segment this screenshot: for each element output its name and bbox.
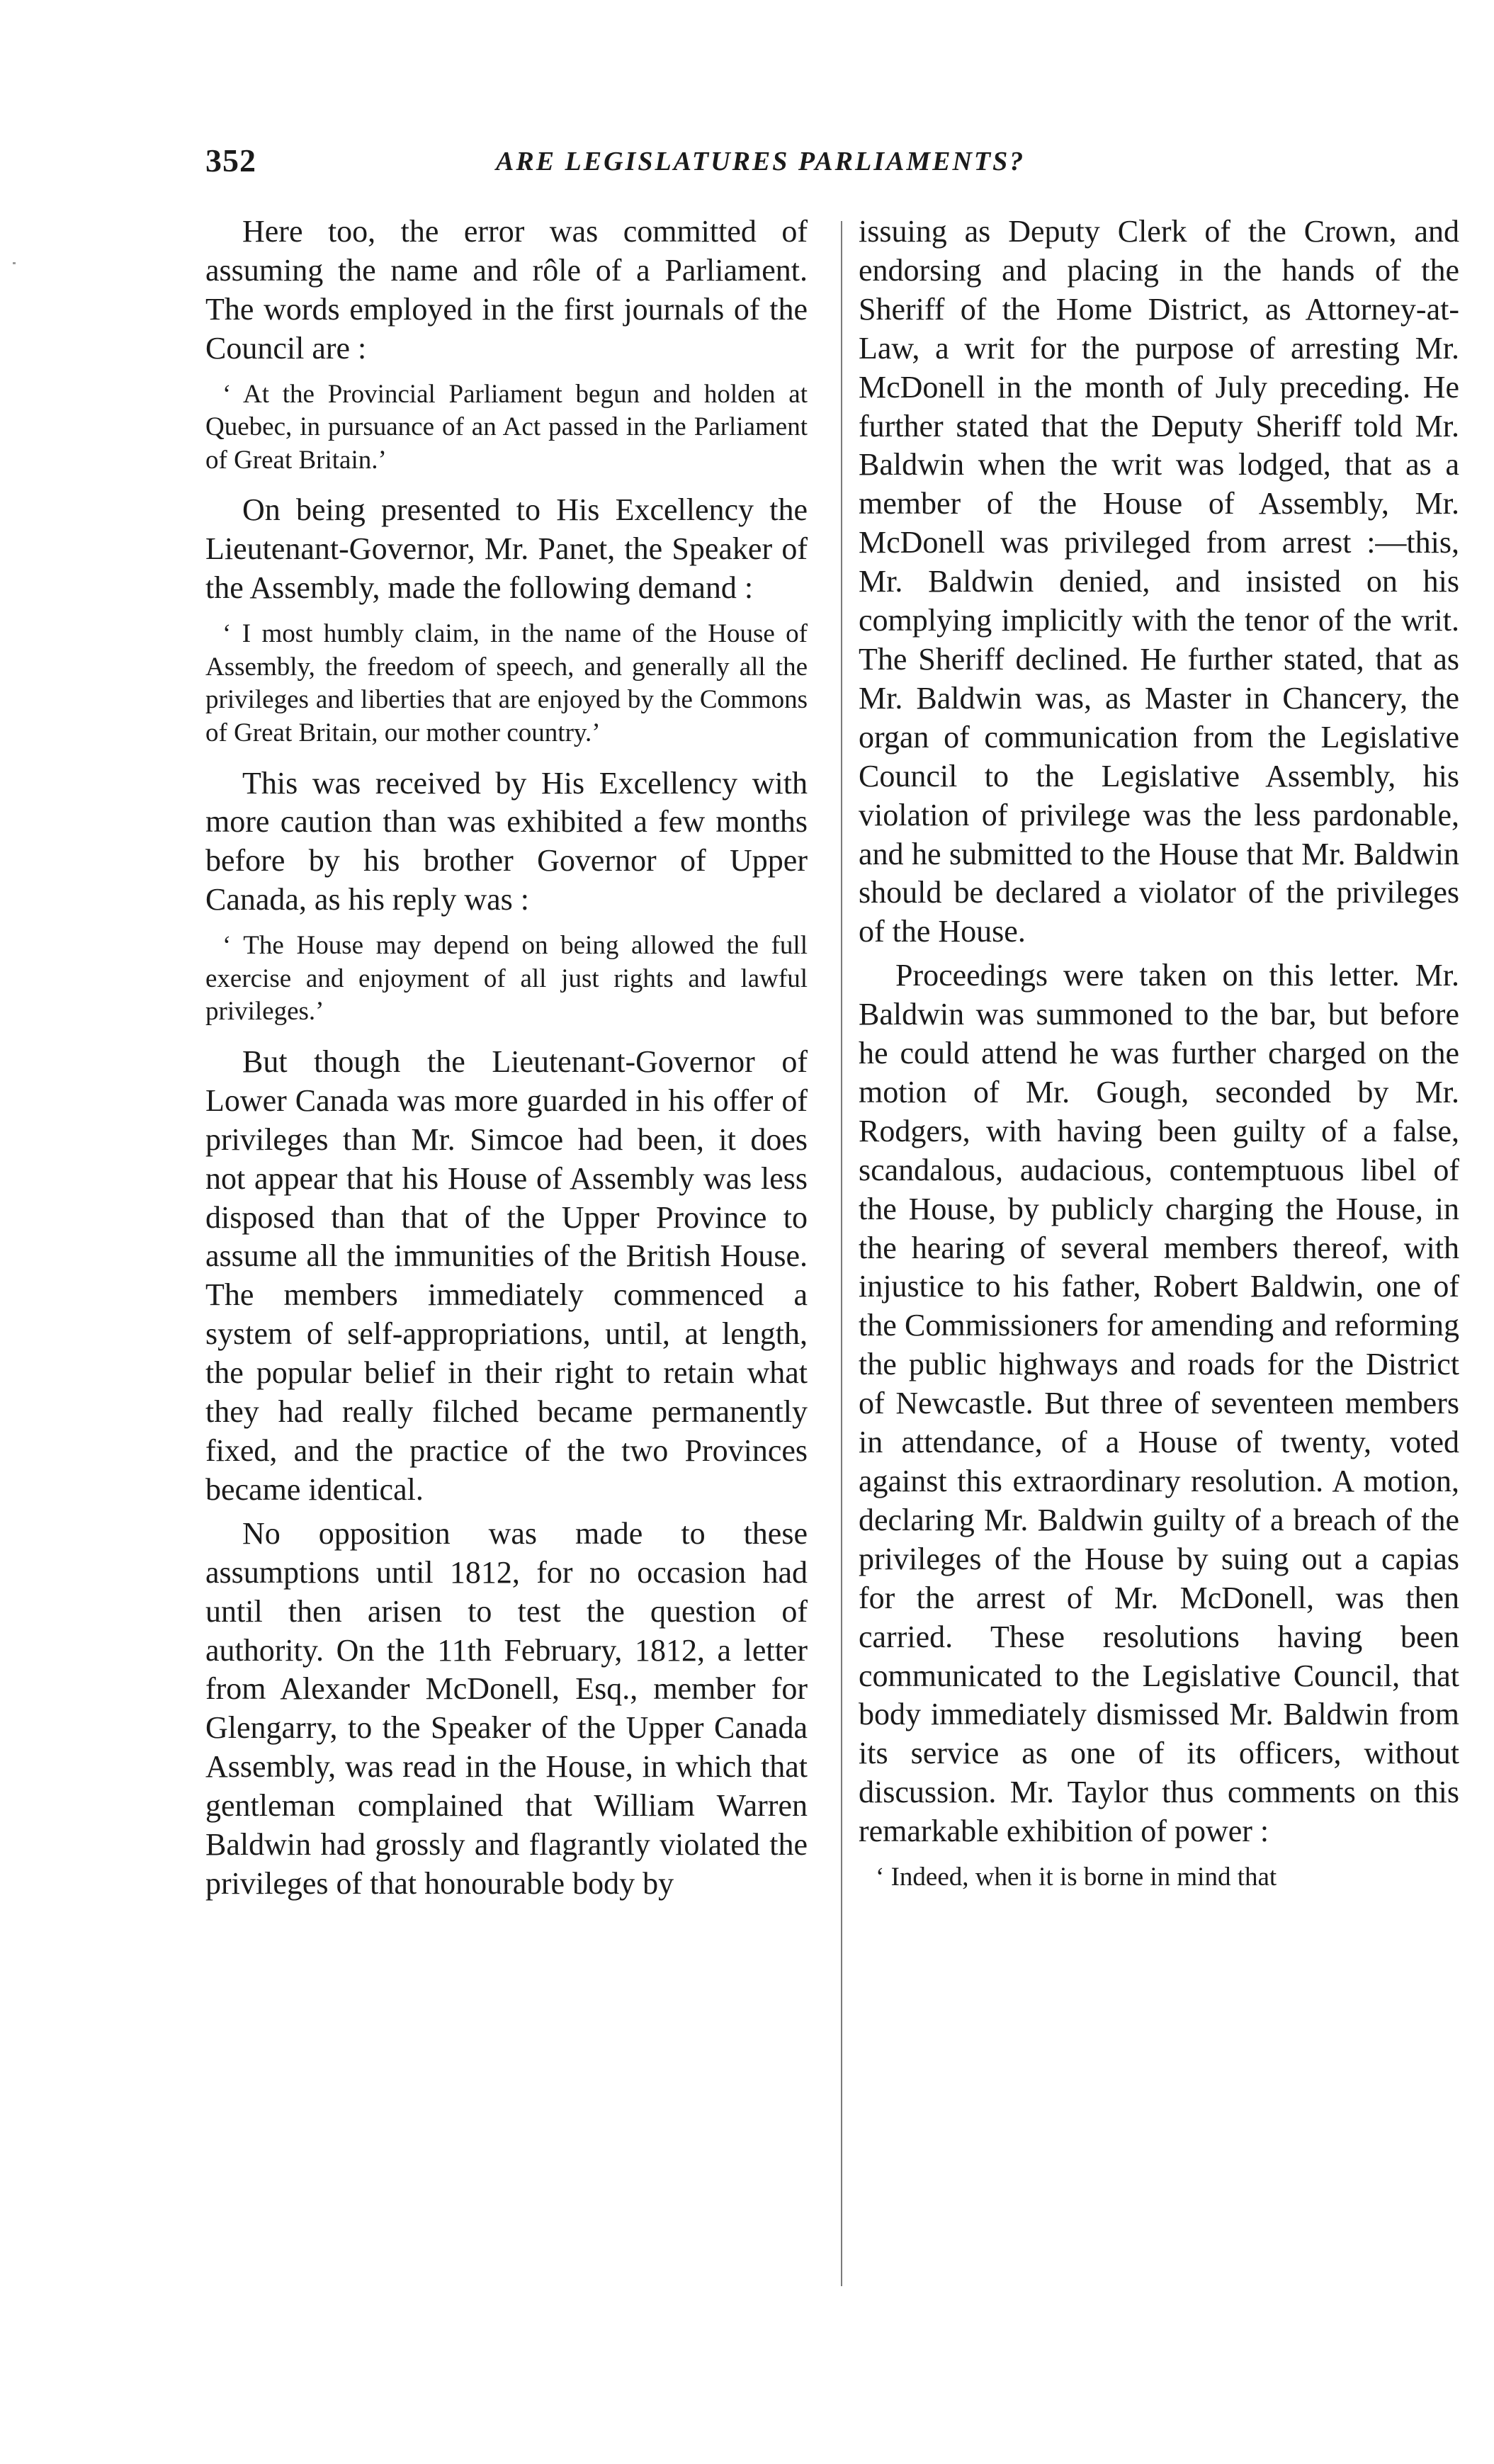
paragraph: No opposition was made to these assumptions until 1812, for no occasion had until then arisen to test the question of authority. On the 11th February, 1812, a letter from Alexander McDonell, Esq., member for Glengarry, to the Speaker of the Upper Canada Assembly, was read in the House, in which that gentleman complained that William Warren Baldwin had grossly and flagrantly violated the privileges of that honourable body by <box>205 1515 808 1901</box>
block-quote: ‘ At the Provincial Parliament begun and holden at Quebec, in pursuance of an Act passed in the Parliament of Great Britain.’ <box>205 379 808 475</box>
right-column <box>859 213 1459 1909</box>
page-number: 352 <box>205 142 256 179</box>
paragraph: On being presented to His Excellency the Lieutenant-Governor, Mr. Panet, the Speaker of the Assembly, made the following demand : <box>205 492 808 606</box>
block-quote: ‘ I most humbly claim, in the name of the House of Assembly, the freedom of speech, and generally all the privileges and liberties that are enjoyed by the Commons of Great Britain, our mother country.’ <box>205 619 808 747</box>
paragraph: But though the Lieutenant-Governor of Lower Canada was more guarded in his offer of privileges than Mr. Simcoe had been, it does not appear that his House of Assembly was less disposed than that of the Upper Province to assume all the immunities of the British House. The members immediately commenced a system of self-appropriations, until, at length, the popular belief in their right to retain what they had really filched became permanently fixed, and the practice of the two Provinces became identical. <box>205 1044 808 1507</box>
paragraph: Here too, the error was committed of assuming the name and rôle of a Parliament. The words employed in the first journals of the Council are : <box>205 214 808 366</box>
block-quote: ‘ The House may depend on being allowed the full exercise and enjoyment of all just rights and lawful privileges.’ <box>205 931 808 1027</box>
scan-speck <box>13 262 16 264</box>
column-divider <box>841 221 842 2286</box>
paragraph: issuing as Deputy Clerk of the Crown, and endorsing and placing in the hands of the Sheriff of the Home District, as Attorney-at-Law, a writ for the purpose of arresting Mr. McDonell in the month of July preceding. He further stated that the Deputy Sheriff told Mr. Baldwin when the writ was lodged, that as a member of the House of Assembly, Mr. McDonell was privileged from arrest :—this, Mr. Baldwin denied, and insisted on his complying implicitly with the tenor of the writ. The Sheriff declined. He further stated, that as Mr. Baldwin was, as Master in Chancery, the organ of communication from the Legislative Council to the Legislative Assembly, his violation of privilege was the less pardonable, and he submitted to the House that Mr. Baldwin should be declared a violator of the privileges of the House. <box>859 214 1459 949</box>
paragraph: Proceedings were taken on this letter. Mr. Baldwin was summoned to the bar, but before he could attend he was further charged on the motion of Mr. Gough, seconded by Mr. Rodgers, with having been guilty of a false, scandalous, audacious, contemptuous libel of the House, by publicly charging the House, in the hearing of several members thereof, with injustice to his father, Robert Baldwin, one of the Commissioners for amending and reforming the public highways and roads for the District of Newcastle. But three of seventeen members in attendance, of a House of twenty, voted against this extraordinary resolution. A motion, declaring Mr. Baldwin guilty of a breach of the privileges of the House by suing out a capias for the arrest of Mr. McDonell, was then carried. These resolutions having been communicated to the Legislative Council, that body immediately dismissed Mr. Baldwin from its service as one of its officers, without discussion. Mr. Taylor thus comments on this remarkable exhibition of power : <box>859 958 1459 1849</box>
running-title: ARE LEGISLATURES PARLIAMENTS? <box>496 147 1026 176</box>
left-column <box>205 213 808 1909</box>
block-quote: ‘ Indeed, when it is borne in mind that <box>876 1863 1277 1892</box>
paragraph: This was received by His Excellency with more caution than was exhibited a few months before by his brother Governor of Upper Canada, as his reply was : <box>205 765 808 917</box>
